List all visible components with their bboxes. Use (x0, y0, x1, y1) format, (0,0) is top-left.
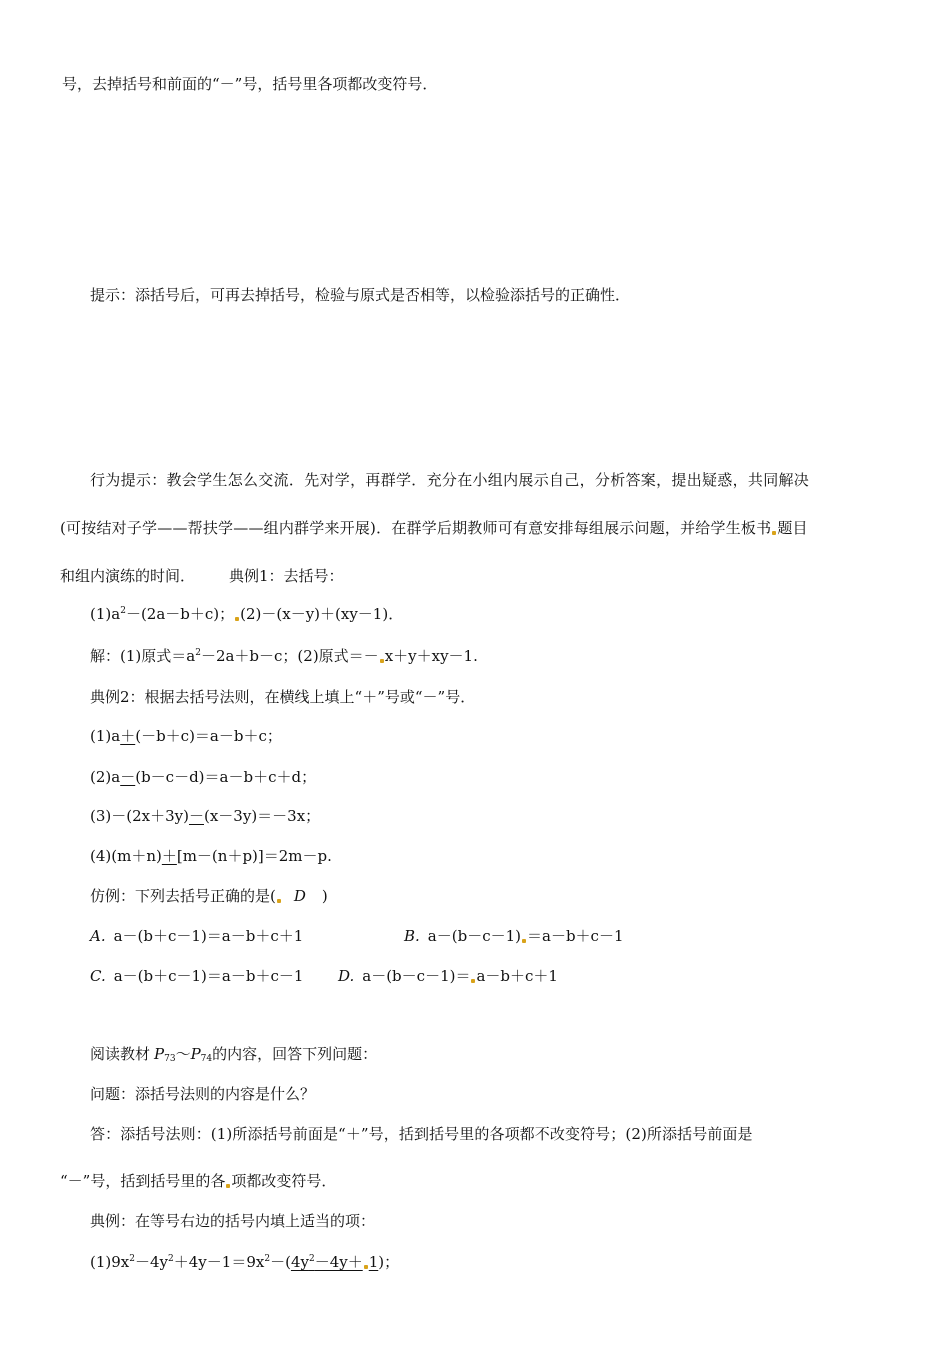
example-2-item-1: (1)a＋(－b＋c)＝a－b＋c； (90, 727, 282, 745)
hint-paragraph (90, 285, 630, 305)
example-1-title: 典例1：去括号： (229, 567, 344, 585)
answer-blank: ＋ (120, 727, 136, 745)
answer-blank: ＋ (161, 847, 177, 865)
mark-dot (277, 899, 281, 903)
option-b: B. a－(b－c－1) ＝a－b＋c－1 (404, 927, 624, 945)
answer-line-2: “－”号，括到括号里的各 项都改变符号． (60, 1172, 337, 1190)
example-2-item-2: (2)a－(b－c－d)＝a－b＋c＋d； (90, 768, 317, 786)
answer-line-1: 答：添括号法则：(1)所添括号前面是“＋”号，括到括号里的各项都不改变符号；(2)所添括号前面是 (90, 1125, 753, 1143)
mark-dot (471, 979, 475, 983)
behavior-hint-line-3 (60, 566, 344, 586)
text: 行为提示：教会学生怎么交流．先对学，再群学．充分在小组内展示自己，分析答案，提出疑惑，共同解决 (90, 471, 810, 489)
mark-dot (226, 1184, 230, 1188)
answer-blank: － (120, 768, 136, 786)
mark-dot (380, 659, 384, 663)
example-1-solution: 解：(1)原式$=a^2-2a+b-c$；(2)原式＝－ x＋y＋xy－1. (90, 647, 478, 665)
behavior-hint-line-1 (90, 470, 809, 490)
example-3-item-1: $(1)9x^2-4y^2+4y-1=9x^2-(4y^2-4y+ 1)$； (90, 1253, 400, 1271)
answer-blank: $4y^2-4y+ 1$ (290, 1253, 379, 1271)
reading-instruction: 阅读教材 $P_{73}\sim P_{74}$的内容，回答下列问题： (90, 1045, 378, 1064)
mark-dot (235, 617, 239, 621)
option-a: A. a－(b＋c－1)＝a－b＋c＋1 (90, 927, 304, 945)
example-2-item-4: (4)(m＋n)＋[m－(n＋p)]＝2m－p. (90, 847, 332, 865)
mark-dot (364, 1265, 368, 1269)
option-c: C. a－(b＋c－1)＝a－b＋c－1 (90, 967, 304, 985)
text-line-continuation (62, 74, 437, 94)
answer-blank: － (188, 807, 204, 825)
example-2-title: 典例2：根据去括号法则，在横线上填上“＋”号或“－”号． (90, 688, 476, 706)
mimic-question: 仿例：下列去括号正确的是( D ) (90, 887, 328, 905)
example-2-item-3: (3)－(2x＋3y)－(x－3y)＝－3x； (90, 807, 321, 825)
text: 号，去掉括号和前面的“－”号，括号里各项都改变符号． (62, 75, 438, 93)
mark-dot (522, 939, 526, 943)
text: 题目 (777, 519, 808, 537)
text: 提示：添括号后，可再去掉括号，检验与原式是否相等，以检验添括号的正确性． (90, 286, 631, 304)
mark-dot (772, 531, 776, 535)
question: 问题：添括号法则的内容是什么？ (90, 1085, 316, 1103)
example-3-title: 典例：在等号右边的括号内填上适当的项： (90, 1212, 376, 1230)
behavior-hint-line-2 (60, 518, 808, 538)
text: 和组内演练的时间． (60, 567, 196, 585)
option-d: D. a－(b－c－1)＝ a－b＋c＋1 (338, 967, 558, 985)
answer-choice: D (293, 887, 306, 905)
text: (可按结对子学——帮扶学——组内群学来开展)．在群学后期教师可有意安排每组展示问题，并给学生板书 (60, 519, 772, 537)
example-1-question: $(1)a^2-(2a-b+c)$； (2)－(x－y)＋(xy－1)． (90, 605, 404, 623)
